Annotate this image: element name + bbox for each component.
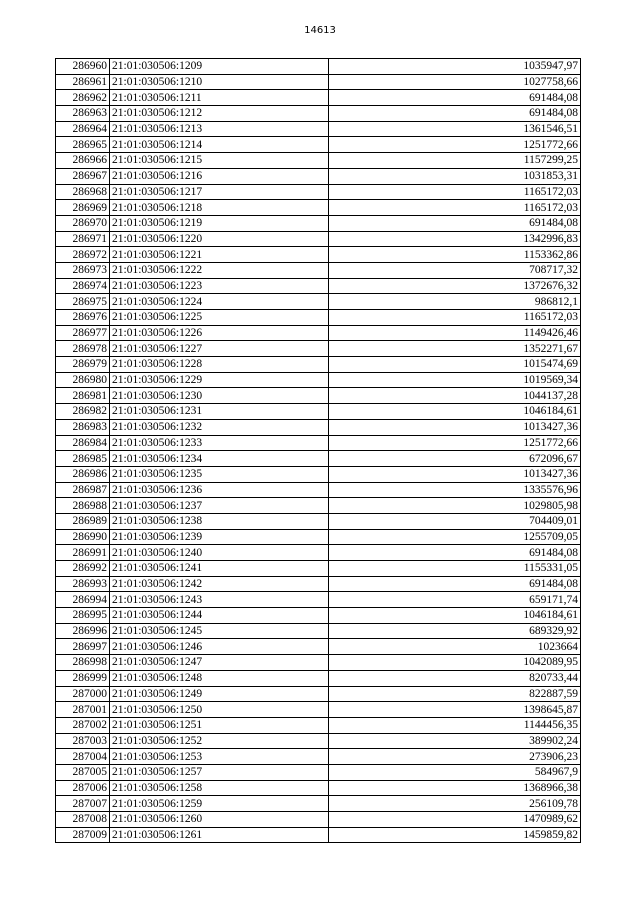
cadastral-number-cell: 21:01:030506:1226: [110, 325, 329, 341]
row-number-cell: 286994: [56, 592, 110, 608]
row-number-cell: 287007: [56, 796, 110, 812]
cadastral-value-cell: 1144456,35: [329, 717, 581, 733]
table-row: [56, 372, 581, 388]
cadastral-value-cell: 691484,08: [329, 545, 581, 561]
row-number-cell: 286996: [56, 623, 110, 639]
cadastral-value-cell: 1155331,05: [329, 561, 581, 577]
table-row: [56, 278, 581, 294]
table-row: [56, 404, 581, 420]
cadastral-number-cell: 21:01:030506:1211: [110, 90, 329, 106]
cadastral-number-cell: 21:01:030506:1240: [110, 545, 329, 561]
cadastral-value-cell: 1031853,31: [329, 168, 581, 184]
cadastral-value-cell: 1398645,87: [329, 702, 581, 718]
table-row: [56, 623, 581, 639]
cadastral-number-cell: 21:01:030506:1210: [110, 74, 329, 90]
row-number-cell: 287008: [56, 812, 110, 828]
cadastral-number-cell: 21:01:030506:1221: [110, 247, 329, 263]
cadastral-value-cell: 1352271,67: [329, 341, 581, 357]
row-number-cell: 286963: [56, 106, 110, 122]
row-number-cell: 286966: [56, 153, 110, 169]
row-number-cell: 286993: [56, 576, 110, 592]
row-number-cell: 286973: [56, 262, 110, 278]
cadastral-number-cell: 21:01:030506:1230: [110, 388, 329, 404]
row-number-cell: 286982: [56, 404, 110, 420]
table-row: [56, 388, 581, 404]
cadastral-number-cell: 21:01:030506:1239: [110, 529, 329, 545]
cadastral-value-table: [55, 58, 581, 843]
table-row: [56, 529, 581, 545]
cadastral-value-cell: 1027758,66: [329, 74, 581, 90]
row-number-cell: 287003: [56, 733, 110, 749]
cadastral-value-cell: 1335576,96: [329, 482, 581, 498]
table-body: [56, 59, 581, 843]
cadastral-value-cell: 1255709,05: [329, 529, 581, 545]
cadastral-value-cell: 708717,32: [329, 262, 581, 278]
cadastral-number-cell: 21:01:030506:1212: [110, 106, 329, 122]
cadastral-number-cell: 21:01:030506:1249: [110, 686, 329, 702]
cadastral-number-cell: 21:01:030506:1227: [110, 341, 329, 357]
cadastral-number-cell: 21:01:030506:1237: [110, 498, 329, 514]
row-number-cell: 286961: [56, 74, 110, 90]
cadastral-value-cell: 1029805,98: [329, 498, 581, 514]
row-number-cell: 286997: [56, 639, 110, 655]
row-number-cell: 286984: [56, 435, 110, 451]
table-row: [56, 608, 581, 624]
cadastral-number-cell: 21:01:030506:1218: [110, 200, 329, 216]
cadastral-value-cell: 1153362,86: [329, 247, 581, 263]
row-number-cell: 286972: [56, 247, 110, 263]
row-number-cell: 287000: [56, 686, 110, 702]
table-row: [56, 733, 581, 749]
table-row: [56, 513, 581, 529]
cadastral-value-cell: 1372676,32: [329, 278, 581, 294]
cadastral-value-cell: 1251772,66: [329, 137, 581, 153]
row-number-cell: 286974: [56, 278, 110, 294]
table-row: [56, 655, 581, 671]
cadastral-number-cell: 21:01:030506:1245: [110, 623, 329, 639]
cadastral-value-cell: 1459859,82: [329, 827, 581, 843]
row-number-cell: 286985: [56, 451, 110, 467]
cadastral-number-cell: 21:01:030506:1236: [110, 482, 329, 498]
row-number-cell: 286992: [56, 561, 110, 577]
cadastral-value-cell: 1044137,28: [329, 388, 581, 404]
cadastral-value-cell: 273906,23: [329, 749, 581, 765]
cadastral-number-cell: 21:01:030506:1243: [110, 592, 329, 608]
cadastral-number-cell: 21:01:030506:1234: [110, 451, 329, 467]
cadastral-value-cell: 1015474,69: [329, 357, 581, 373]
table-row: [56, 341, 581, 357]
cadastral-value-cell: 822887,59: [329, 686, 581, 702]
cadastral-value-cell: 1046184,61: [329, 608, 581, 624]
cadastral-number-cell: 21:01:030506:1246: [110, 639, 329, 655]
cadastral-number-cell: 21:01:030506:1253: [110, 749, 329, 765]
cadastral-value-cell: 986812,1: [329, 294, 581, 310]
cadastral-value-cell: 1361546,51: [329, 121, 581, 137]
table-row: [56, 561, 581, 577]
cadastral-number-cell: 21:01:030506:1250: [110, 702, 329, 718]
table-row: [56, 121, 581, 137]
cadastral-number-cell: 21:01:030506:1222: [110, 262, 329, 278]
table-row: [56, 702, 581, 718]
row-number-cell: 287005: [56, 764, 110, 780]
row-number-cell: 287006: [56, 780, 110, 796]
row-number-cell: 286989: [56, 513, 110, 529]
cadastral-value-cell: 1165172,03: [329, 200, 581, 216]
table-row: [56, 639, 581, 655]
cadastral-number-cell: 21:01:030506:1219: [110, 215, 329, 231]
row-number-cell: 286987: [56, 482, 110, 498]
cadastral-number-cell: 21:01:030506:1224: [110, 294, 329, 310]
cadastral-number-cell: 21:01:030506:1235: [110, 466, 329, 482]
cadastral-number-cell: 21:01:030506:1259: [110, 796, 329, 812]
table-row: [56, 357, 581, 373]
table-row: [56, 247, 581, 263]
cadastral-number-cell: 21:01:030506:1247: [110, 655, 329, 671]
cadastral-value-cell: 820733,44: [329, 670, 581, 686]
table-row: [56, 435, 581, 451]
table-row: [56, 137, 581, 153]
row-number-cell: 287001: [56, 702, 110, 718]
table-row: [56, 184, 581, 200]
row-number-cell: 286999: [56, 670, 110, 686]
cadastral-number-cell: 21:01:030506:1260: [110, 812, 329, 828]
cadastral-value-cell: 1023664: [329, 639, 581, 655]
table-row: [56, 592, 581, 608]
row-number-cell: 287009: [56, 827, 110, 843]
table-row: [56, 576, 581, 592]
cadastral-number-cell: 21:01:030506:1225: [110, 310, 329, 326]
table-row: [56, 482, 581, 498]
row-number-cell: 286962: [56, 90, 110, 106]
cadastral-value-cell: 691484,08: [329, 90, 581, 106]
cadastral-number-cell: 21:01:030506:1232: [110, 419, 329, 435]
table-row: [56, 231, 581, 247]
row-number-cell: 286971: [56, 231, 110, 247]
table-row: [56, 215, 581, 231]
cadastral-number-cell: 21:01:030506:1231: [110, 404, 329, 420]
cadastral-number-cell: 21:01:030506:1252: [110, 733, 329, 749]
table-row: [56, 90, 581, 106]
cadastral-number-cell: 21:01:030506:1209: [110, 59, 329, 75]
cadastral-number-cell: 21:01:030506:1228: [110, 357, 329, 373]
cadastral-value-cell: 584967,9: [329, 764, 581, 780]
table-row: [56, 545, 581, 561]
row-number-cell: 286965: [56, 137, 110, 153]
table-row: [56, 74, 581, 90]
cadastral-value-cell: 256109,78: [329, 796, 581, 812]
cadastral-number-cell: 21:01:030506:1229: [110, 372, 329, 388]
table-row: [56, 812, 581, 828]
cadastral-number-cell: 21:01:030506:1233: [110, 435, 329, 451]
row-number-cell: 286976: [56, 310, 110, 326]
cadastral-value-cell: 689329,92: [329, 623, 581, 639]
table-row: [56, 153, 581, 169]
cadastral-number-cell: 21:01:030506:1213: [110, 121, 329, 137]
table-row: [56, 200, 581, 216]
table-row: [56, 325, 581, 341]
row-number-cell: 286960: [56, 59, 110, 75]
cadastral-value-cell: 1165172,03: [329, 310, 581, 326]
cadastral-value-cell: 1046184,61: [329, 404, 581, 420]
cadastral-number-cell: 21:01:030506:1241: [110, 561, 329, 577]
row-number-cell: 286991: [56, 545, 110, 561]
cadastral-value-cell: 1368966,38: [329, 780, 581, 796]
row-number-cell: 286988: [56, 498, 110, 514]
cadastral-value-cell: 1342996,83: [329, 231, 581, 247]
cadastral-number-cell: 21:01:030506:1220: [110, 231, 329, 247]
row-number-cell: 286975: [56, 294, 110, 310]
cadastral-value-cell: 1251772,66: [329, 435, 581, 451]
row-number-cell: 286978: [56, 341, 110, 357]
cadastral-number-cell: 21:01:030506:1214: [110, 137, 329, 153]
cadastral-value-cell: 1013427,36: [329, 419, 581, 435]
table-row: [56, 749, 581, 765]
table-row: [56, 498, 581, 514]
cadastral-value-cell: 389902,24: [329, 733, 581, 749]
row-number-cell: 287004: [56, 749, 110, 765]
row-number-cell: 286990: [56, 529, 110, 545]
cadastral-value-cell: 1035947,97: [329, 59, 581, 75]
table-row: [56, 780, 581, 796]
row-number-cell: 287002: [56, 717, 110, 733]
cadastral-value-cell: 1042089,95: [329, 655, 581, 671]
cadastral-value-cell: 691484,08: [329, 576, 581, 592]
cadastral-value-cell: 1157299,25: [329, 153, 581, 169]
table-row: [56, 262, 581, 278]
cadastral-value-cell: 1149426,46: [329, 325, 581, 341]
cadastral-value-cell: 1013427,36: [329, 466, 581, 482]
row-number-cell: 286964: [56, 121, 110, 137]
cadastral-value-cell: 1470989,62: [329, 812, 581, 828]
cadastral-number-cell: 21:01:030506:1242: [110, 576, 329, 592]
row-number-cell: 286980: [56, 372, 110, 388]
table-row: [56, 451, 581, 467]
cadastral-number-cell: 21:01:030506:1251: [110, 717, 329, 733]
table-row: [56, 796, 581, 812]
cadastral-number-cell: 21:01:030506:1223: [110, 278, 329, 294]
row-number-cell: 286995: [56, 608, 110, 624]
table-row: [56, 686, 581, 702]
row-number-cell: 286970: [56, 215, 110, 231]
table-row: [56, 670, 581, 686]
cadastral-number-cell: 21:01:030506:1244: [110, 608, 329, 624]
table-row: [56, 827, 581, 843]
row-number-cell: 286986: [56, 466, 110, 482]
cadastral-value-cell: 1019569,34: [329, 372, 581, 388]
row-number-cell: 286983: [56, 419, 110, 435]
row-number-cell: 286967: [56, 168, 110, 184]
row-number-cell: 286977: [56, 325, 110, 341]
table-row: [56, 168, 581, 184]
cadastral-value-cell: 1165172,03: [329, 184, 581, 200]
cadastral-number-cell: 21:01:030506:1257: [110, 764, 329, 780]
cadastral-number-cell: 21:01:030506:1261: [110, 827, 329, 843]
table-row: [56, 59, 581, 75]
row-number-cell: 286981: [56, 388, 110, 404]
cadastral-value-cell: 704409,01: [329, 513, 581, 529]
row-number-cell: 286998: [56, 655, 110, 671]
row-number-cell: 286969: [56, 200, 110, 216]
table-row: [56, 466, 581, 482]
table-row: [56, 310, 581, 326]
cadastral-value-cell: 691484,08: [329, 106, 581, 122]
table-row: [56, 106, 581, 122]
cadastral-number-cell: 21:01:030506:1248: [110, 670, 329, 686]
table-row: [56, 717, 581, 733]
row-number-cell: 286968: [56, 184, 110, 200]
row-number-cell: 286979: [56, 357, 110, 373]
cadastral-number-cell: 21:01:030506:1238: [110, 513, 329, 529]
table-row: [56, 419, 581, 435]
cadastral-number-cell: 21:01:030506:1216: [110, 168, 329, 184]
cadastral-value-cell: 672096,67: [329, 451, 581, 467]
cadastral-number-cell: 21:01:030506:1217: [110, 184, 329, 200]
cadastral-number-cell: 21:01:030506:1215: [110, 153, 329, 169]
page-number: 14613: [304, 25, 336, 36]
cadastral-value-cell: 659171,74: [329, 592, 581, 608]
table-row: [56, 294, 581, 310]
cadastral-number-cell: 21:01:030506:1258: [110, 780, 329, 796]
table-row: [56, 764, 581, 780]
cadastral-value-cell: 691484,08: [329, 215, 581, 231]
